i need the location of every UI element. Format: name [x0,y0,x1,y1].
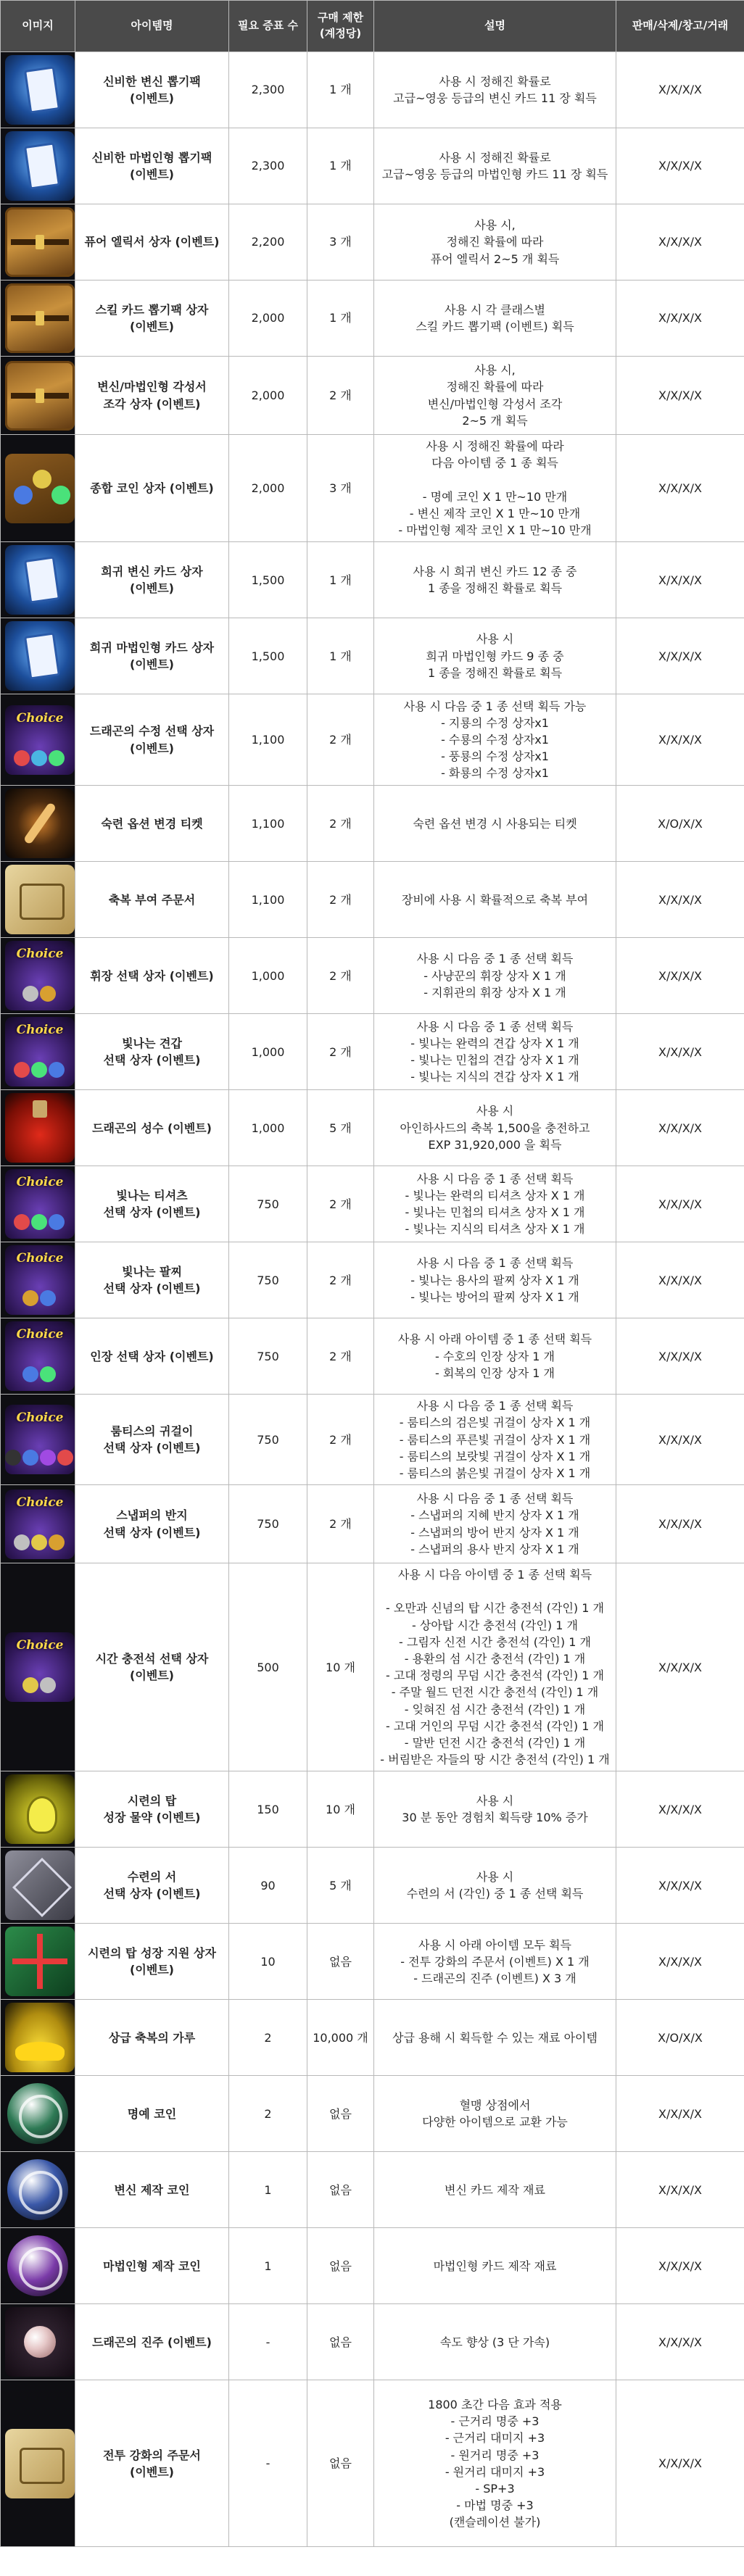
item-name: 시간 충전석 선택 상자 (이벤트) [75,1563,229,1771]
table-row [1,435,744,542]
item-image-cell [1,1848,75,1924]
magic-doll-craft-coin-icon [7,2235,68,2296]
table-row [1,281,744,357]
combined-coin-box-icon [5,454,75,523]
item-name: 숙련 옵션 변경 티켓 [75,786,229,862]
item-name: 룸티스의 귀걸이 선택 상자 (이벤트) [75,1395,229,1485]
required-coins: 1,000 [229,1014,307,1090]
item-image-cell [1,2076,75,2152]
table-row [1,1485,744,1563]
dragon-holy-water-icon [5,1093,75,1163]
transformation-craft-coin-icon [7,2159,68,2220]
dragon-crystal-choice-box-icon: Choice [5,705,75,775]
item-image-cell [1,2304,75,2380]
required-coins: 1 [229,2152,307,2228]
item-name: 상급 축복의 가루 [75,2000,229,2076]
table-row [1,1090,744,1166]
snapper-ring-choice-box-icon: Choice [5,1489,75,1559]
table-row [1,1771,744,1848]
trade-permissions: X/X/X/X [616,1395,744,1485]
trade-permissions: X/X/X/X [616,2304,744,2380]
table-row [1,1395,744,1485]
item-description: 사용 시, 정해진 확률에 따라 퓨어 엘릭서 2~5 개 획득 [374,204,616,281]
item-name: 드래곤의 진주 (이벤트) [75,2304,229,2380]
skill-card-pack-box-icon [5,283,75,353]
table-row [1,2152,744,2228]
table-row [1,128,744,204]
required-coins: 1,100 [229,786,307,862]
purchase-limit: 10 개 [307,1563,374,1771]
trade-permissions: X/X/X/X [616,1924,744,2000]
table-row [1,2304,744,2380]
item-description: 사용 시 다음 중 1 종 선택 획득 - 사냥꾼의 휘장 상자 X 1 개 - 지휘관의 휘장 상자 X 1 개 [374,938,616,1014]
item-description: 사용 시 다음 중 1 종 선택 획득 가능 - 지룡의 수정 상자x1 - 수룡의 수정 상자x1 - 풍룡의 수정 상자x1 - 화룡의 수정 상자x1 [374,694,616,786]
item-description: 사용 시 다음 중 1 종 선택 획득 - 빛나는 완력의 견갑 상자 X 1 개 - 빛나는 민첩의 견갑 상자 X 1 개 - 빛나는 지식의 견갑 상자 X 1 개 [374,1014,616,1090]
purchase-limit: 2 개 [307,357,374,435]
header-name: 아이템명 [75,1,229,52]
trade-permissions: X/X/X/X [616,2152,744,2228]
item-name: 빛나는 견갑 선택 상자 (이벤트) [75,1014,229,1090]
battle-enhancement-scroll-icon [5,2429,75,2498]
pure-elixir-box-icon [5,207,75,277]
required-coins: 2,300 [229,52,307,128]
purchase-limit: 2 개 [307,1166,374,1242]
item-image-cell [1,2380,75,2547]
item-image-cell [1,2000,75,2076]
item-description: 사용 시 정해진 확률에 따라 다음 아이템 중 1 종 획득 - 명예 코인 X 1 만~10 만개 - 변신 제작 코인 X 1 만~10 만개 - 마법인형 제작 코인 X 1 만~10 만개 [374,435,616,542]
item-image-cell [1,435,75,542]
trade-permissions: X/X/X/X [616,204,744,281]
purchase-limit: 2 개 [307,862,374,938]
item-name: 퓨어 엘릭서 상자 (이벤트) [75,204,229,281]
runtis-earring-choice-box-icon: Choice [5,1405,75,1474]
trade-permissions: X/X/X/X [616,357,744,435]
trade-permissions: X/X/X/X [616,281,744,357]
awakening-fragment-box-icon [5,361,75,431]
training-book-choice-box-icon [5,1850,75,1920]
item-image-cell [1,862,75,938]
required-coins: - [229,2304,307,2380]
required-coins: 750 [229,1242,307,1318]
table-row [1,2000,744,2076]
item-name: 희귀 마법인형 카드 상자 (이벤트) [75,618,229,694]
purchase-limit: 없음 [307,2076,374,2152]
dragon-pearl-icon [5,2307,75,2377]
rare-transformation-card-box-icon [5,545,75,615]
item-image-cell [1,938,75,1014]
required-coins: 90 [229,1848,307,1924]
header-limit: 구매 제한 (계정당) [307,1,374,52]
table-row [1,1924,744,2000]
required-coins: 750 [229,1318,307,1395]
trade-permissions: X/X/X/X [616,1090,744,1166]
purchase-limit: 1 개 [307,542,374,618]
item-description: 사용 시 다음 중 1 종 선택 획득 - 빛나는 완력의 티셔츠 상자 X 1 개 - 빛나는 민첩의 티셔츠 상자 X 1 개 - 빛나는 지식의 티셔츠 상자 X 1 개 [374,1166,616,1242]
trade-permissions: X/X/X/X [616,2228,744,2304]
table-row [1,694,744,786]
table-row [1,542,744,618]
required-coins: 750 [229,1485,307,1563]
trade-permissions: X/X/X/X [616,435,744,542]
required-coins: 2,000 [229,435,307,542]
purchase-limit: 2 개 [307,1242,374,1318]
item-description: 사용 시 다음 아이템 중 1 종 선택 획득 - 오만과 신념의 탑 시간 충전석 (각인) 1 개 - 상아탑 시간 충전석 (각인) 1 개 - 그림자 신전 시간 충전석 (각인) 1 개 - 용환의 섬 시간 충전석 (각인) 1 개 - 고대 정령의 무덤 시간 충전석 (각인) 1 개 - 주말 월드 던전 시간 충전석 (각인) 1 개 - 잊혀진 섬 시간 충전석 (각인) 1 개 - 고대 거인의 무덤 시간 충전석 (각인) 1 개 - 말반 던전 시간 충전석 (각인) 1 개 - 버림받은 자들의 땅 시간 충전석 (각인) 1 개 [374,1563,616,1771]
purchase-limit: 2 개 [307,694,374,786]
superior-blessing-powder-icon [5,2003,75,2072]
purchase-limit: 1 개 [307,128,374,204]
item-description: 혈맹 상점에서 다양한 아이템으로 교환 가능 [374,2076,616,2152]
item-name: 인장 선택 상자 (이벤트) [75,1318,229,1395]
item-description: 장비에 사용 시 확률적으로 축복 부여 [374,862,616,938]
table-row [1,618,744,694]
honor-coin-icon [7,2083,68,2144]
tower-growth-support-box-icon [5,1927,75,1996]
item-name: 수련의 서 선택 상자 (이벤트) [75,1848,229,1924]
table-row [1,2228,744,2304]
item-name: 시련의 탑 성장 지원 상자 (이벤트) [75,1924,229,2000]
item-image-cell [1,1924,75,2000]
item-description: 사용 시 다음 중 1 종 선택 획득 - 스냅퍼의 지혜 반지 상자 X 1 개 - 스냅퍼의 방어 반지 상자 X 1 개 - 스냅퍼의 용사 반지 상자 X 1 개 [374,1485,616,1563]
required-coins: 2,000 [229,281,307,357]
header-image: 이미지 [1,1,75,52]
item-description: 사용 시 아래 아이템 모두 획득 - 전투 강화의 주문서 (이벤트) X 1 개 - 드래곤의 진주 (이벤트) X 3 개 [374,1924,616,2000]
table-row [1,1242,744,1318]
header-coins: 필요 증표 수 [229,1,307,52]
purchase-limit: 1 개 [307,52,374,128]
item-description: 사용 시 희귀 마법인형 카드 9 종 중 1 종을 정해진 확률로 획득 [374,618,616,694]
item-name: 빛나는 티셔츠 선택 상자 (이벤트) [75,1166,229,1242]
item-name: 빛나는 팔찌 선택 상자 (이벤트) [75,1242,229,1318]
table-row [1,52,744,128]
item-description: 사용 시, 정해진 확률에 따라 변신/마법인형 각성서 조각 2~5 개 획득 [374,357,616,435]
item-image-cell [1,1242,75,1318]
table-row [1,204,744,281]
shining-shoulder-choice-box-icon: Choice [5,1017,75,1087]
trade-permissions: X/X/X/X [616,1318,744,1395]
item-description: 사용 시 다음 중 1 종 선택 획득 - 룸티스의 검은빛 귀걸이 상자 X 1 개 - 룸티스의 푸른빛 귀걸이 상자 X 1 개 - 룸티스의 보랏빛 귀걸이 상자 X 1 개 - 룸티스의 붉은빛 귀걸이 상자 X 1 개 [374,1395,616,1485]
item-description: 상급 용해 시 획득할 수 있는 재료 아이템 [374,2000,616,2076]
item-image-cell [1,128,75,204]
required-coins: - [229,2380,307,2547]
item-image-cell [1,357,75,435]
required-coins: 2,000 [229,357,307,435]
purchase-limit: 5 개 [307,1090,374,1166]
required-coins: 1,500 [229,542,307,618]
item-description: 마법인형 카드 제작 재료 [374,2228,616,2304]
trade-permissions: X/X/X/X [616,1166,744,1242]
item-image-cell [1,1563,75,1771]
purchase-limit: 3 개 [307,435,374,542]
required-coins: 1,000 [229,938,307,1014]
mystery-transformation-card-pack-icon [5,55,75,125]
purchase-limit: 2 개 [307,938,374,1014]
trade-permissions: X/X/X/X [616,938,744,1014]
required-coins: 1 [229,2228,307,2304]
item-description: 1800 초간 다음 효과 적용 - 근거리 명중 +3 - 근거리 대미지 +3 - 원거리 명중 +3 - 원거리 대미지 +3 - SP+3 - 마법 명중 +3 (캔슬레이션 불가) [374,2380,616,2547]
required-coins: 2 [229,2000,307,2076]
trade-permissions: X/X/X/X [616,52,744,128]
required-coins: 2 [229,2076,307,2152]
item-name: 변신 제작 코인 [75,2152,229,2228]
item-name: 스킬 카드 뽑기팩 상자 (이벤트) [75,281,229,357]
purchase-limit: 5 개 [307,1848,374,1924]
item-image-cell [1,2228,75,2304]
required-coins: 1,100 [229,694,307,786]
required-coins: 2,300 [229,128,307,204]
purchase-limit: 없음 [307,2228,374,2304]
purchase-limit: 10,000 개 [307,2000,374,2076]
item-image-cell [1,1090,75,1166]
purchase-limit: 10 개 [307,1771,374,1848]
table-row [1,1014,744,1090]
required-coins: 750 [229,1395,307,1485]
item-name: 휘장 선택 상자 (이벤트) [75,938,229,1014]
table-row [1,1318,744,1395]
purchase-limit: 2 개 [307,786,374,862]
purchase-limit: 없음 [307,2152,374,2228]
item-description: 사용 시 희귀 변신 카드 12 종 중 1 종을 정해진 확률로 획득 [374,542,616,618]
item-description: 사용 시 각 클래스별 스킬 카드 뽑기팩 (이벤트) 획득 [374,281,616,357]
trade-permissions: X/O/X/X [616,786,744,862]
item-description: 사용 시 수련의 서 (각인) 중 1 종 선택 획득 [374,1848,616,1924]
item-name: 희귀 변신 카드 상자 (이벤트) [75,542,229,618]
seal-choice-box-icon: Choice [5,1321,75,1391]
item-name: 신비한 마법인형 뽑기팩 (이벤트) [75,128,229,204]
item-description: 속도 향상 (3 단 가속) [374,2304,616,2380]
item-image-cell [1,1395,75,1485]
header-permissions: 판매/삭제/창고/거래 [616,1,744,52]
required-coins: 10 [229,1924,307,2000]
item-name: 스냅퍼의 반지 선택 상자 (이벤트) [75,1485,229,1563]
trade-permissions: X/X/X/X [616,862,744,938]
item-image-cell [1,618,75,694]
item-image-cell [1,2152,75,2228]
shining-armguard-choice-box-icon: Choice [5,1245,75,1315]
header-description: 설명 [374,1,616,52]
item-description: 사용 시 30 분 동안 경험치 획득량 10% 증가 [374,1771,616,1848]
table-row [1,357,744,435]
required-coins: 500 [229,1563,307,1771]
item-name: 변신/마법인형 각성서 조각 상자 (이벤트) [75,357,229,435]
item-image-cell [1,52,75,128]
purchase-limit: 1 개 [307,618,374,694]
item-name: 신비한 변신 뽑기팩 (이벤트) [75,52,229,128]
item-name: 시련의 탑 성장 물약 (이벤트) [75,1771,229,1848]
item-name: 종합 코인 상자 (이벤트) [75,435,229,542]
item-image-cell [1,204,75,281]
item-name: 드래곤의 수정 선택 상자 (이벤트) [75,694,229,786]
required-coins: 1,100 [229,862,307,938]
trade-permissions: X/X/X/X [616,1242,744,1318]
item-name: 축복 부여 주문서 [75,862,229,938]
table-row [1,1563,744,1771]
required-coins: 2,200 [229,204,307,281]
table-row [1,2380,744,2547]
trade-permissions: X/X/X/X [616,2076,744,2152]
purchase-limit: 2 개 [307,1318,374,1395]
table-header-row [1,1,744,52]
item-description: 숙련 옵션 변경 시 사용되는 티켓 [374,786,616,862]
proficiency-change-ticket-icon [5,789,75,858]
purchase-limit: 2 개 [307,1014,374,1090]
item-description: 사용 시 정해진 확률로 고급~영웅 등급의 변신 카드 11 장 획득 [374,52,616,128]
table-row [1,862,744,938]
trade-permissions: X/X/X/X [616,694,744,786]
trade-permissions: X/O/X/X [616,2000,744,2076]
item-name: 드래곤의 성수 (이벤트) [75,1090,229,1166]
item-description: 사용 시 다음 중 1 종 선택 획득 - 빛나는 용사의 팔찌 상자 X 1 개 - 빛나는 방어의 팔찌 상자 X 1 개 [374,1242,616,1318]
required-coins: 750 [229,1166,307,1242]
item-image-cell [1,1166,75,1242]
item-description: 사용 시 정해진 확률로 고급~영웅 등급의 마법인형 카드 11 장 획득 [374,128,616,204]
trade-permissions: X/X/X/X [616,1771,744,1848]
table-row [1,1166,744,1242]
item-image-cell [1,1318,75,1395]
time-charger-choice-box-icon: Choice [5,1632,75,1702]
purchase-limit: 없음 [307,1924,374,2000]
required-coins: 1,500 [229,618,307,694]
item-image-cell [1,542,75,618]
table-row [1,2076,744,2152]
purchase-limit: 1 개 [307,281,374,357]
item-name: 전투 강화의 주문서 (이벤트) [75,2380,229,2547]
purchase-limit: 2 개 [307,1485,374,1563]
table-row [1,786,744,862]
trade-permissions: X/X/X/X [616,542,744,618]
item-image-cell [1,694,75,786]
trade-permissions: X/X/X/X [616,1014,744,1090]
required-coins: 1,000 [229,1090,307,1166]
rare-magic-doll-card-box-icon [5,621,75,691]
item-image-cell [1,1771,75,1848]
trade-permissions: X/X/X/X [616,128,744,204]
trade-permissions: X/X/X/X [616,2380,744,2547]
table-row [1,938,744,1014]
item-image-cell [1,786,75,862]
purchase-limit: 없음 [307,2380,374,2547]
item-name: 마법인형 제작 코인 [75,2228,229,2304]
blessing-scroll-icon [5,865,75,934]
item-image-cell [1,281,75,357]
item-description: 사용 시 아래 아이템 중 1 종 선택 획득 - 수호의 인장 상자 1 개 - 회복의 인장 상자 1 개 [374,1318,616,1395]
trade-permissions: X/X/X/X [616,618,744,694]
trade-permissions: X/X/X/X [616,1848,744,1924]
trade-permissions: X/X/X/X [616,1563,744,1771]
purchase-limit: 없음 [307,2304,374,2380]
purchase-limit: 3 개 [307,204,374,281]
shining-tshirt-choice-box-icon: Choice [5,1169,75,1239]
item-image-cell [1,1014,75,1090]
purchase-limit: 2 개 [307,1395,374,1485]
item-description: 사용 시 아인하사드의 축복 1,500을 충전하고 EXP 31,920,000 을 획득 [374,1090,616,1166]
item-image-cell [1,1485,75,1563]
required-coins: 150 [229,1771,307,1848]
mystery-magic-doll-card-pack-icon [5,131,75,201]
tower-growth-potion-icon [5,1774,75,1844]
trade-permissions: X/X/X/X [616,1485,744,1563]
insignia-choice-box-icon: Choice [5,941,75,1010]
item-description: 변신 카드 제작 재료 [374,2152,616,2228]
table-row [1,1848,744,1924]
item-name: 명예 코인 [75,2076,229,2152]
